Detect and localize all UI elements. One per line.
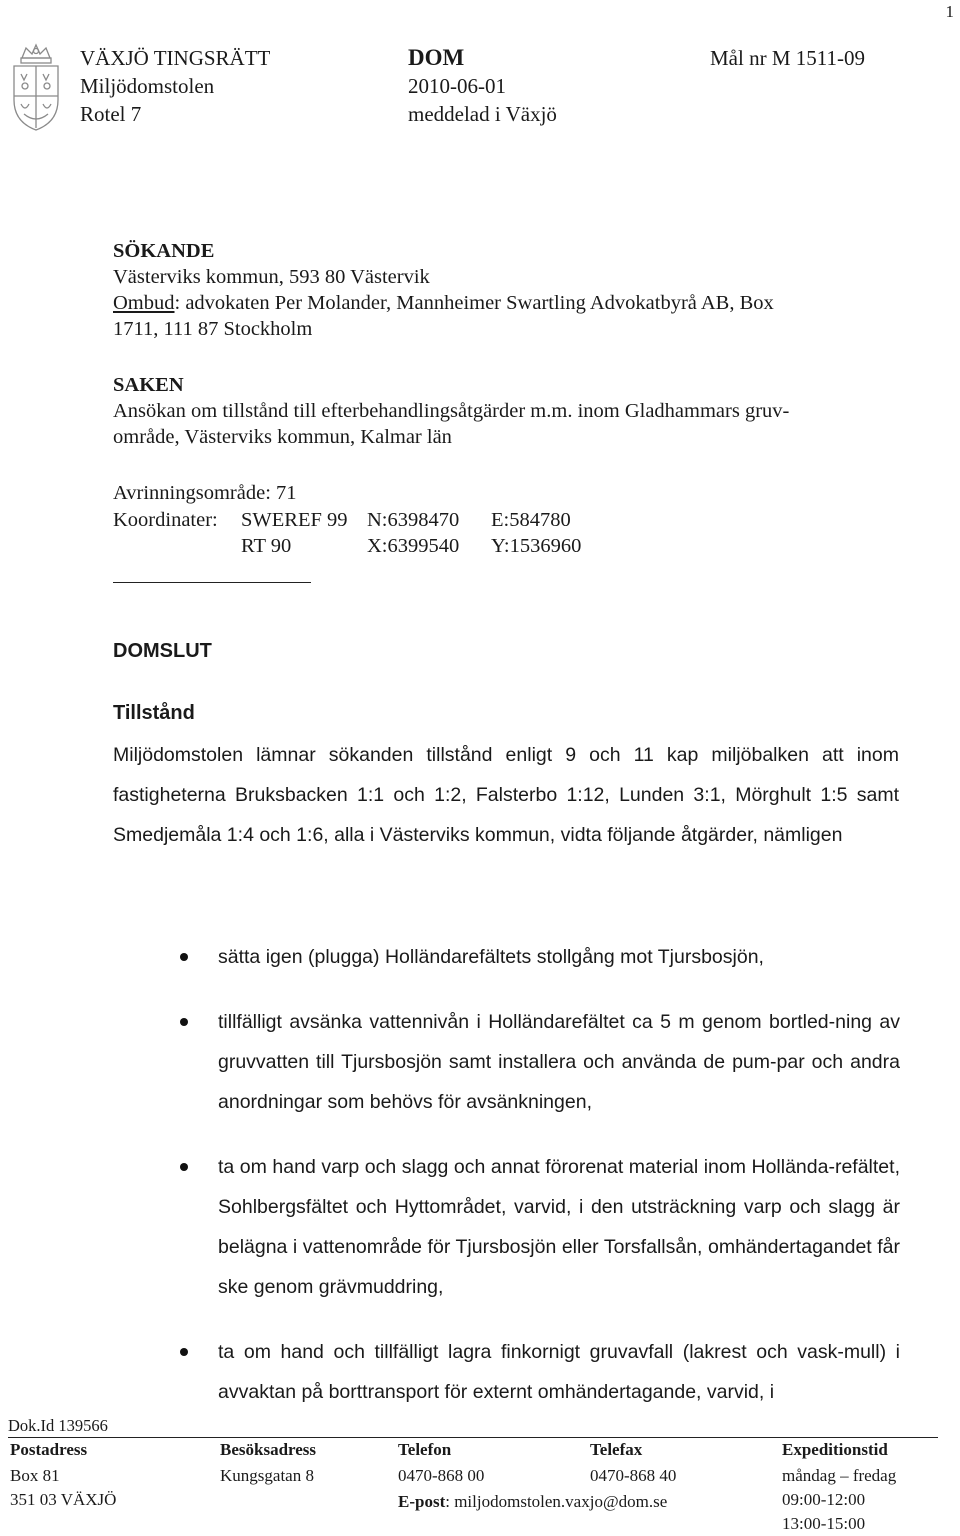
list-item bbox=[180, 937, 900, 977]
visit-line-1: Kungsgatan 8 bbox=[220, 1466, 314, 1485]
court-crest-logo bbox=[8, 42, 64, 134]
bullet-icon bbox=[180, 1018, 188, 1026]
matter-heading: SAKEN bbox=[113, 374, 184, 396]
bullet-icon bbox=[180, 1163, 188, 1171]
document-issued: meddelad i Växjö bbox=[408, 102, 557, 126]
list-item bbox=[180, 1002, 900, 1122]
hours-heading: Expeditionstid bbox=[782, 1440, 888, 1459]
email-line bbox=[398, 1490, 667, 1514]
email-label: E-post bbox=[398, 1492, 446, 1511]
list-item-text: sätta igen (plugga) Holländarefältets stollgång mot Tjursbosjön, bbox=[218, 946, 764, 968]
coordinates-label: Koordinater: bbox=[113, 509, 218, 531]
coordinates-sweref-n: N:6398470 bbox=[367, 509, 460, 531]
matter-line-2: område, Västerviks kommun, Kalmar län bbox=[113, 426, 452, 448]
document-type: DOM bbox=[408, 45, 465, 70]
phone-heading: Telefon bbox=[398, 1440, 452, 1459]
coordinates-sweref: SWEREF 99 bbox=[241, 509, 348, 531]
footer-fax bbox=[590, 1438, 676, 1488]
footer-hours bbox=[782, 1438, 896, 1536]
email-address: : miljodomstolen.vaxjo@dom.se bbox=[445, 1492, 668, 1511]
document-id: Dok.Id 139566 bbox=[8, 1416, 108, 1435]
list-item-text: tillfälligt avsänka vattennivån i Holländarefältet ca 5 m genom bortled-ning av gruvvatten till Tjursbosjön samt installera och använda de pum-par och andra anordningar som behövs för avsänkningen, bbox=[218, 1011, 900, 1113]
page-number: 1 bbox=[945, 2, 954, 21]
postal-line-2: 351 03 VÄXJÖ bbox=[10, 1490, 117, 1509]
list-item-text: ta om hand och tillfälligt lagra finkornigt gruvavfall (lakrest och vask-mull) i avvaktan på borttransport för externt omhändertagande, varvid, i bbox=[218, 1341, 900, 1403]
court-header bbox=[80, 44, 270, 128]
fax-number: 0470-868 40 bbox=[590, 1466, 677, 1485]
court-department: Miljödomstolen bbox=[80, 74, 215, 98]
applicant-section bbox=[113, 238, 905, 342]
domslut-heading: DOMSLUT bbox=[113, 640, 212, 662]
list-item bbox=[180, 1147, 900, 1307]
bullet-icon bbox=[180, 1348, 188, 1356]
matter-section bbox=[113, 372, 905, 450]
bullet-icon bbox=[180, 953, 188, 961]
hours-days: måndag – fredag bbox=[782, 1466, 897, 1485]
applicant-name: Västerviks kommun, 593 80 Västervik bbox=[113, 266, 430, 288]
case-number: Mål nr M 1511-09 bbox=[710, 46, 865, 70]
phone-number: 0470-868 00 bbox=[398, 1466, 485, 1485]
matter-line-1: Ansökan om tillstånd till efterbehandlingsåtgärder m.m. inom Gladhammars gruv- bbox=[113, 400, 790, 422]
section-divider bbox=[113, 582, 311, 583]
document-date: 2010-06-01 bbox=[408, 74, 506, 98]
fax-heading: Telefax bbox=[590, 1440, 643, 1459]
hours-morning: 09:00-12:00 bbox=[782, 1490, 866, 1509]
document-header bbox=[408, 44, 557, 128]
footer-visit bbox=[220, 1438, 316, 1488]
counsel-line bbox=[113, 290, 905, 316]
coordinates-rt-y: Y:1536960 bbox=[491, 535, 582, 557]
catchment-area: Avrinningsområde: 71 bbox=[113, 482, 297, 504]
list-item-text: ta om hand varp och slagg och annat förorenat material inom Hollända-refältet, Sohlbergsfältet och Hyttområdet, varvid, i den utsträckning varp och slagg är belägna i vattenområde för Tjursbosjön eller Torsfallsån, omhändertagandet får ske genom grävmuddring, bbox=[218, 1156, 900, 1298]
list-item bbox=[180, 1332, 900, 1412]
permit-paragraph: Miljödomstolen lämnar sökanden tillstånd enligt 9 och 11 kap miljöbalken att inom fastigheterna Bruksbacken 1:1 och 1:2, Falsterbo 1:12, Lunden 3:1, Mörghult 1:5 samt Smedjemåla 1:4 och 1:6, alla i Västerviks kommun, vidta följande åtgärder, nämligen bbox=[113, 744, 899, 846]
footer-postal bbox=[10, 1438, 116, 1512]
postal-line-1: Box 81 bbox=[10, 1466, 60, 1485]
counsel-text-2: 1711, 111 87 Stockholm bbox=[113, 318, 313, 340]
postal-heading: Postadress bbox=[10, 1440, 88, 1459]
coordinates-sweref-e: E:584780 bbox=[491, 509, 571, 531]
visit-heading: Besöksadress bbox=[220, 1440, 317, 1459]
court-division: Rotel 7 bbox=[80, 102, 142, 126]
court-name: VÄXJÖ TINGSRÄTT bbox=[80, 46, 271, 70]
applicant-heading: SÖKANDE bbox=[113, 240, 215, 262]
permit-heading: Tillstånd bbox=[113, 702, 195, 724]
counsel-text-1: : advokaten Per Molander, Mannheimer Swartling Advokatbyrå AB, Box bbox=[174, 292, 774, 314]
coordinates-rt: RT 90 bbox=[241, 535, 292, 557]
counsel-label: Ombud bbox=[113, 292, 175, 314]
hours-afternoon: 13:00-15:00 bbox=[782, 1514, 866, 1533]
coordinates-rt-x: X:6399540 bbox=[367, 535, 460, 557]
